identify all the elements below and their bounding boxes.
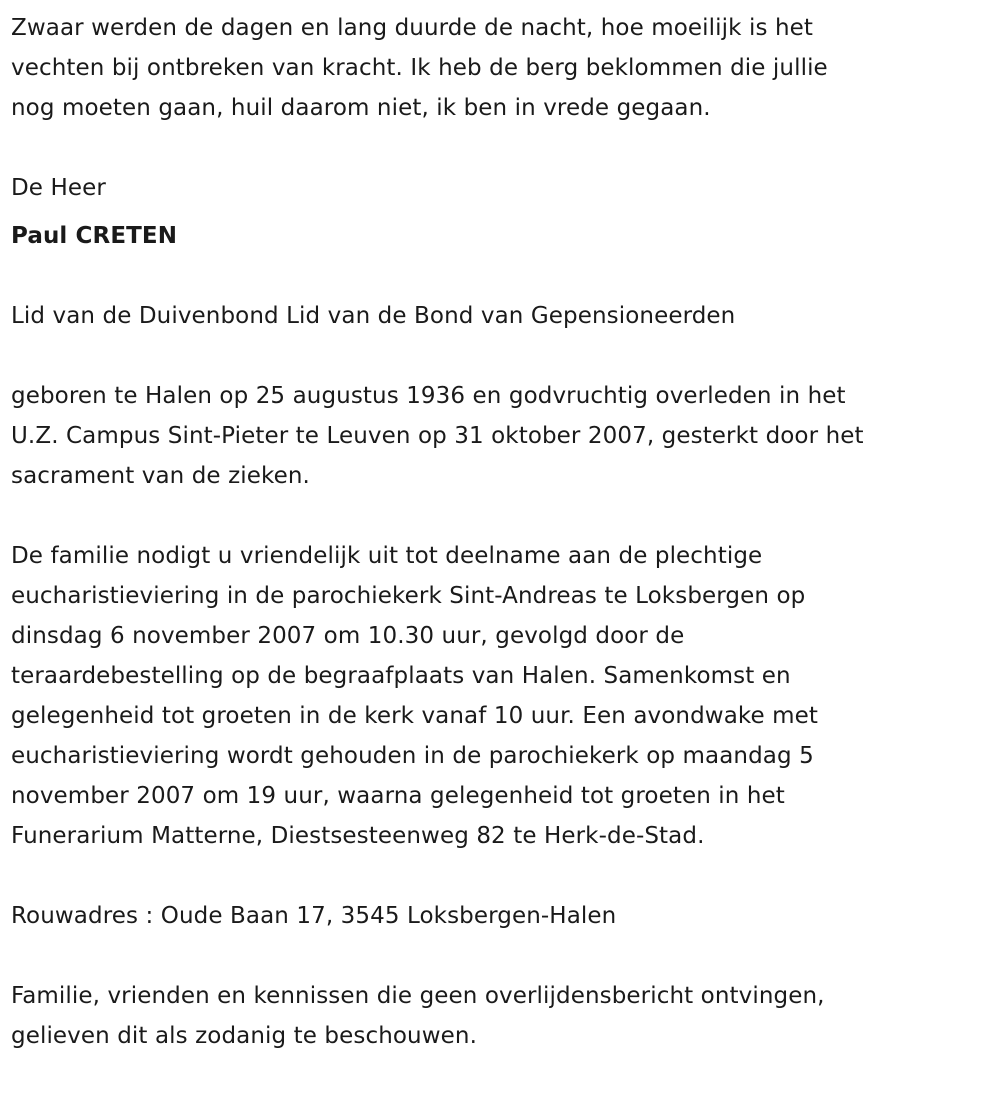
poem-paragraph: [11, 8, 864, 128]
obituary-document: [11, 8, 864, 1096]
text-line: eucharistieviering wordt gehouden in de parochiekerk op maandag 5: [11, 743, 814, 769]
text-line: dinsdag 6 november 2007 om 10.30 uur, gevolgd door de: [11, 623, 685, 649]
text-line: Funerarium Matterne, Diestsesteenweg 82 te Herk-de-Stad.: [11, 823, 705, 849]
text-line: nog moeten gaan, huil daarom niet, ik ben in vrede gegaan.: [11, 95, 711, 121]
text-line: gelegenheid tot groeten in de kerk vanaf 10 uur. Een avondwake met: [11, 703, 819, 729]
text-line: teraardebestelling op de begraafplaats van Halen. Samenkomst en: [11, 663, 791, 689]
text-line: Lid van de Duivenbond Lid van de Bond van Gepensioneerden: [11, 303, 736, 329]
text-line: november 2007 om 19 uur, waarna gelegenheid tot groeten in het: [11, 783, 785, 809]
text-line: Familie, vrienden en kennissen die geen overlijdensbericht ontvingen,: [11, 983, 825, 1009]
closing-paragraph: [11, 976, 864, 1056]
salutation: De Heer: [11, 175, 106, 201]
text-line: gelieven dit als zodanig te beschouwen.: [11, 1023, 477, 1049]
ceremony-paragraph: [11, 536, 864, 856]
text-line: eucharistieviering in de parochiekerk Sint-Andreas te Loksbergen op: [11, 583, 806, 609]
text-line: Zwaar werden de dagen en lang duurde de nacht, hoe moeilijk is het: [11, 15, 813, 41]
text-line: vechten bij ontbreken van kracht. Ik heb de berg beklommen die jullie: [11, 55, 828, 81]
deceased-name: Paul CRETEN: [11, 223, 178, 249]
memberships-paragraph: [11, 296, 864, 336]
text-line: De familie nodigt u vriendelijk uit tot deelname aan de plechtige: [11, 543, 763, 569]
text-line: sacrament van de zieken.: [11, 463, 310, 489]
birth-death-paragraph: [11, 376, 864, 496]
text-line: U.Z. Campus Sint-Pieter te Leuven op 31 oktober 2007, gesterkt door het: [11, 423, 864, 449]
text-line: geboren te Halen op 25 augustus 1936 en godvruchtig overleden in het: [11, 383, 846, 409]
deceased-heading: [11, 168, 864, 256]
text-line: Rouwadres : Oude Baan 17, 3545 Loksbergen-Halen: [11, 903, 617, 929]
address-paragraph: [11, 896, 864, 936]
